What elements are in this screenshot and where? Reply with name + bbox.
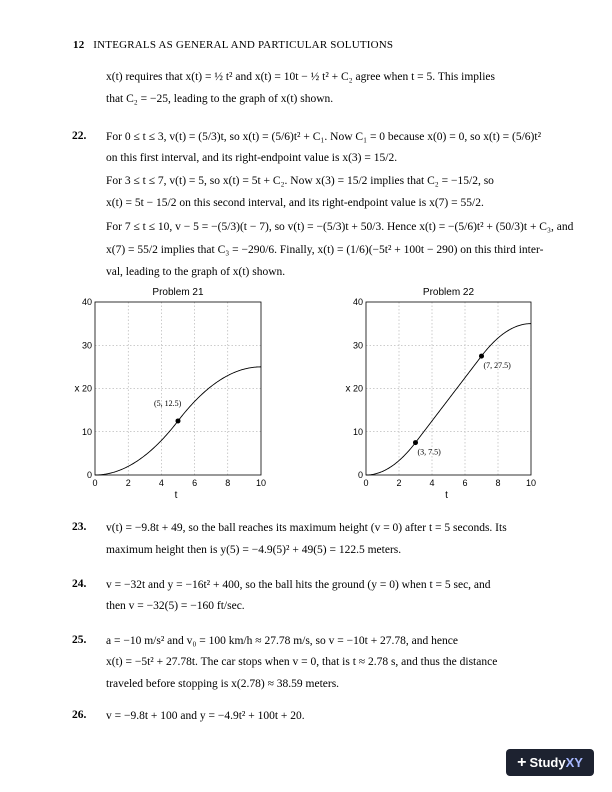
y-tick-label: 10 bbox=[352, 426, 363, 437]
data-point bbox=[413, 440, 418, 445]
point-label: (5, 12.5) bbox=[154, 398, 182, 408]
page-number: 12 bbox=[73, 39, 85, 51]
y-tick-label: 40 bbox=[352, 297, 363, 307]
problem-22-line: val, leading to the graph of x(t) shown. bbox=[106, 266, 286, 278]
y-tick-label: 30 bbox=[352, 340, 363, 351]
x-tick-label: 6 bbox=[192, 478, 198, 488]
page-header-title: INTEGRALS AS GENERAL AND PARTICULAR SOLUTIONS bbox=[93, 39, 394, 51]
intro-line-1: x(t) requires that x(t) = ½ t² and x(t) = 10t − ½ t² + C₂ agree when t = 5. This implies bbox=[106, 71, 496, 83]
problem-24-number: 24. bbox=[72, 578, 87, 590]
y-tick-label: 0 bbox=[357, 470, 363, 480]
series-line bbox=[366, 324, 531, 475]
x-tick-label: 8 bbox=[225, 478, 231, 488]
problem-22-line: For 7 ≤ t ≤ 10, v − 5 = −(5/3)(t − 7), so v(t) = −(5/3)t + 50/3. Hence x(t) = −(5/6)t² + (50/3)t + C₃, and bbox=[106, 221, 574, 233]
y-tick-label: 40 bbox=[81, 297, 92, 307]
plus-icon: + bbox=[517, 753, 527, 771]
logo-text-a: Study bbox=[529, 755, 566, 770]
y-tick-label: 30 bbox=[81, 340, 92, 351]
x-tick-label: 0 bbox=[363, 478, 369, 488]
y-tick-label: 0 bbox=[86, 470, 92, 480]
problem-25-number: 25. bbox=[72, 634, 87, 646]
x-tick-label: 10 bbox=[255, 478, 267, 488]
problem-24-line-1: v = −32t and y = −16t² + 400, so the ball hits the ground (y = 0) when t = 5 sec, and bbox=[106, 579, 491, 591]
logo-text-b: XY bbox=[565, 755, 583, 770]
y-tick-label: 20 bbox=[81, 383, 92, 394]
x-axis-label: t bbox=[445, 490, 448, 501]
problem-26-number: 26. bbox=[72, 709, 87, 721]
x-tick-label: 0 bbox=[92, 478, 98, 488]
point-label: (3, 7.5) bbox=[417, 447, 441, 457]
point-label: (7, 27.5) bbox=[483, 361, 511, 371]
problem-23-number: 23. bbox=[72, 521, 87, 533]
problem-22-line: on this first interval, and its right-endpoint value is x(3) = 15/2. bbox=[106, 152, 398, 164]
problem-26-line-1: v = −9.8t + 100 and y = −4.9t² + 100t + 20. bbox=[106, 710, 305, 722]
problem-22-line: For 0 ≤ t ≤ 3, v(t) = (5/3)t, so x(t) = (5/6)t² + C₁. Now C₁ = 0 because x(0) = 0, so x(t) = (5/6)t² bbox=[106, 131, 542, 143]
data-point bbox=[479, 354, 484, 359]
x-tick-label: 6 bbox=[462, 478, 468, 488]
y-axis-label: x bbox=[345, 383, 351, 395]
problem-25-line-3: traveled before stopping is x(2.78) ≈ 38.59 meters. bbox=[106, 678, 340, 690]
x-tick-label: 4 bbox=[429, 478, 435, 488]
x-tick-label: 10 bbox=[525, 478, 537, 488]
x-axis-label: t bbox=[174, 490, 178, 501]
problem-25-line-1: a = −10 m/s² and v₀ = 100 km/h ≈ 27.78 m/s, so v = −10t + 27.78, and hence bbox=[106, 635, 458, 647]
problem-22-line: x(7) = 55/2 implies that C₃ = −290/6. Finally, x(t) = (1/6)(−5t² + 100t − 290) on this third inter- bbox=[106, 244, 544, 256]
x-tick-label: 4 bbox=[158, 478, 164, 488]
problem-23-line-1: v(t) = −9.8t + 49, so the ball reaches its maximum height (v = 0) after t = 5 seconds. Its bbox=[106, 522, 507, 534]
problem-25-line-2: x(t) = −5t² + 27.78t. The car stops when v = 0, that is t ≈ 2.78 s, and thus the distance bbox=[106, 656, 498, 668]
x-tick-label: 8 bbox=[495, 478, 501, 488]
x-tick-label: 2 bbox=[396, 478, 402, 488]
y-tick-label: 10 bbox=[81, 426, 92, 437]
y-axis-label: x bbox=[74, 383, 80, 395]
studyxy-logo bbox=[506, 749, 594, 776]
problem-22-number: 22. bbox=[72, 130, 87, 142]
problem-22-line: For 3 ≤ t ≤ 7, v(t) = 5, so x(t) = 5t + C₂. Now x(3) = 15/2 implies that C₂ = −15/2, so bbox=[106, 175, 494, 187]
problem-23-line-2: maximum height then is y(5) = −4.9(5)² + 49(5) = 122.5 meters. bbox=[106, 544, 402, 556]
x-tick-label: 2 bbox=[125, 478, 131, 488]
problem-22-line: x(t) = 5t − 15/2 on this second interval, and its right-endpoint value is x(7) = 55/2. bbox=[106, 197, 484, 209]
intro-line-2: that C₂ = −25, leading to the graph of x(t) shown. bbox=[106, 93, 334, 105]
problem-24-line-2: then v = −32(5) = −160 ft/sec. bbox=[106, 600, 245, 612]
chart-title: Problem 21 bbox=[152, 287, 204, 298]
y-tick-label: 20 bbox=[352, 383, 363, 394]
chart-title: Problem 22 bbox=[422, 287, 475, 298]
